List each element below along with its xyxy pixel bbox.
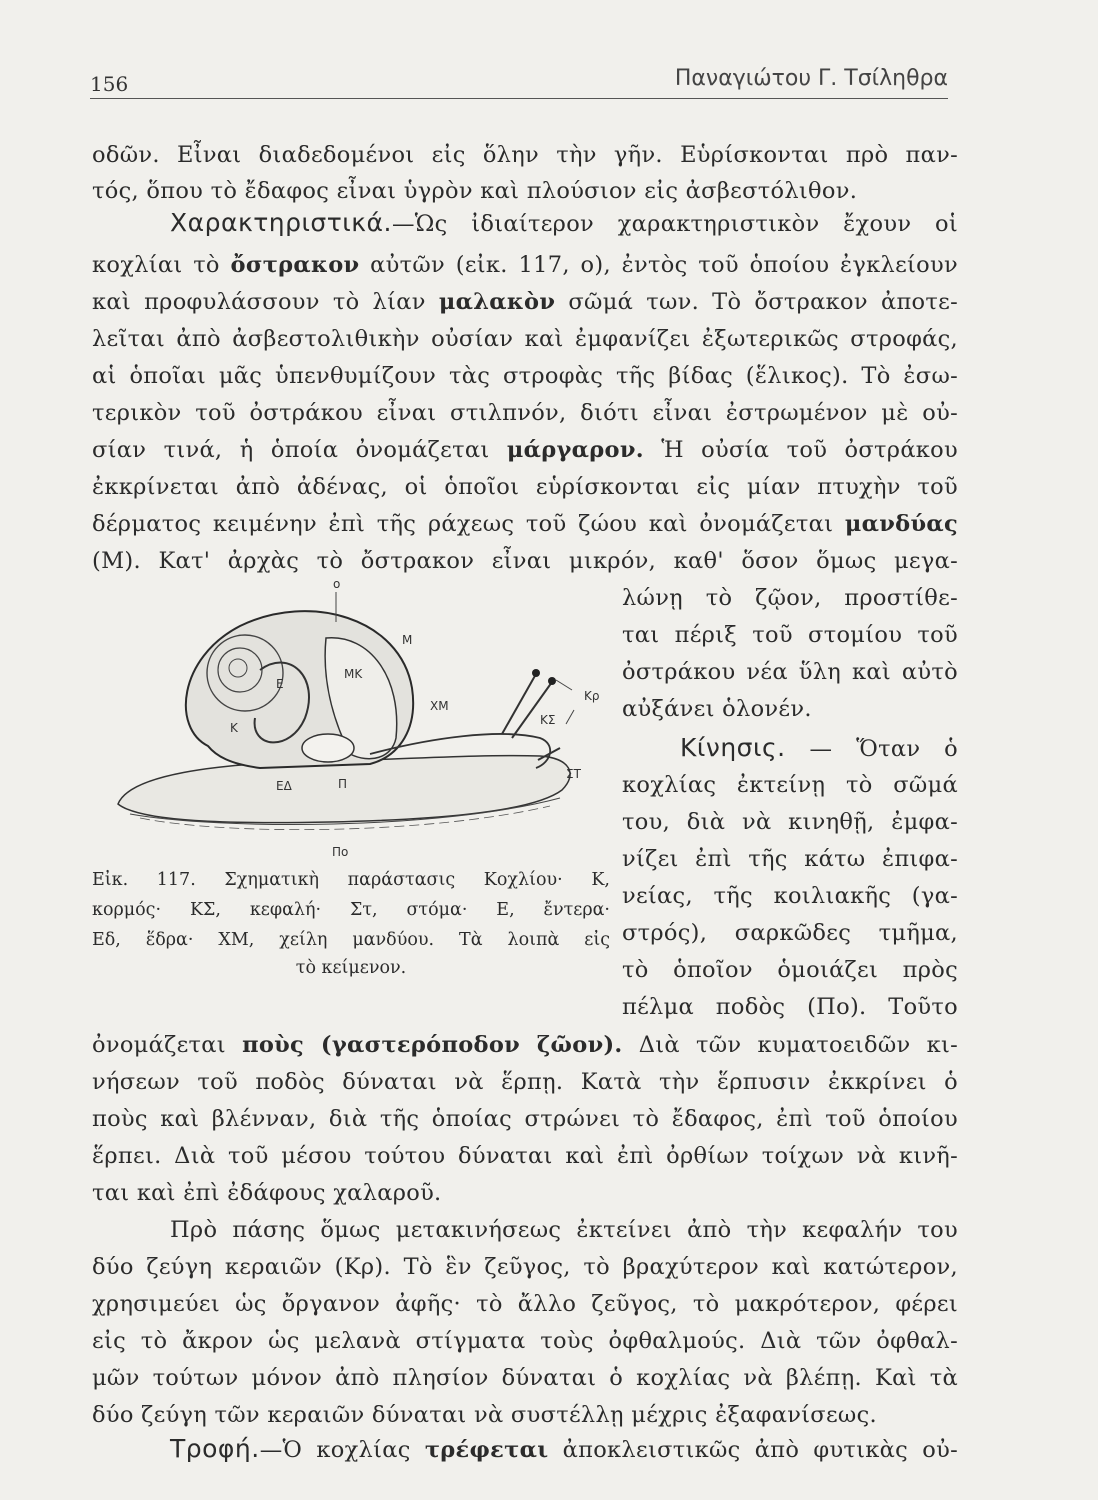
- label-o: ο: [333, 578, 341, 591]
- text-line: τός, ὅπου τὸ ἔδαφος εἶναι ὑγρὸν καὶ πλούσιον εἰς ἀσβεστόλιθον.: [92, 178, 858, 204]
- figure-caption-line: τὸ κείμενον.: [295, 958, 407, 978]
- tentacle-long-2: [512, 682, 552, 738]
- page-header: [90, 64, 948, 99]
- text-line: ται πέριξ τοῦ στομίου τοῦ: [622, 622, 958, 648]
- tentacle-long-1: [502, 674, 536, 734]
- label-st: ΣΤ: [566, 767, 581, 781]
- text-line: Κίνησις. — Ὅταν ὁ: [680, 733, 958, 762]
- term-nacre: μάργαρον.: [506, 437, 644, 463]
- text-line: νήσεων τοῦ ποδὸς δύναται νὰ ἕρπῃ. Κατὰ τὴν ἕρπυσιν ἐκκρίνει ὁ: [92, 1069, 958, 1095]
- text-line: σίαν τινά, ἡ ὁποία ὀνομάζεται μάργαρον. Ἡ οὐσία τοῦ ὀστράκου: [92, 437, 958, 463]
- text-line: Τροφή.—Ὁ κοχλίας τρέφεται ἀποκλειστικῶς ἀπὸ φυτικὰς οὐ-: [170, 1434, 959, 1463]
- text-line: κοχλίαι τὸ ὄστρακον αὐτῶν (εἰκ. 117, ο), ἐντὸς τοῦ ὁποίου ἐγκλείουν: [92, 252, 958, 278]
- running-title: Παναγιώτου Γ. Τσίληθρα: [674, 66, 948, 91]
- label-k: Κ: [230, 721, 238, 735]
- label-m: Μ: [402, 633, 413, 647]
- text-line: οδῶν. Εἶναι διαδεδομένοι εἰς ὅλην τὴν γῆν. Εὑρίσκονται πρὸ παν-: [92, 142, 958, 168]
- text-line: χρησιμεύει ὡς ὄργανον ἀφῆς· τὸ ἄλλο ζεῦγος, τὸ μακρότερον, φέρει: [92, 1291, 958, 1317]
- text-line: λώνῃ τὸ ζῷον, προστίθε-: [622, 585, 958, 611]
- text-line: ται καὶ ἐπὶ ἐδάφους χαλαροῦ.: [92, 1180, 442, 1206]
- term-shell: ὄστρακον: [230, 252, 360, 278]
- text-line: μῶν τούτων μόνον ἀπὸ πλησίον δύναται ὁ κοχλίας νὰ βλέπῃ. Καὶ τὰ: [92, 1365, 958, 1391]
- text-line: ὀστράκου νέα ὕλη καὶ αὐτὸ: [622, 659, 958, 685]
- figure-caption-line: Εδ, ἕδρα· ΧΜ, χείλη μανδύου. Τὰ λοιπὰ εἰς: [92, 930, 610, 950]
- figure-caption-line: Εἰκ. 117. Σχηματικὴ παράστασις Κοχλίου· Κ,: [92, 870, 610, 890]
- text-line: αὐξάνει ὁλονέν.: [622, 696, 812, 722]
- term-mantle: μανδύας: [844, 511, 958, 537]
- text-line: ἕρπει. Διὰ τοῦ μέσου τούτου δύναται καὶ ἐπὶ ὀρθίων τοίχων νὰ κινῆ-: [92, 1143, 958, 1169]
- section-heading-characteristics: Χαρακτηριστικά.: [170, 208, 392, 237]
- text-line: ἐκκρίνεται ἀπὸ ἀδένας, οἱ ὁποῖοι εὑρίσκονται εἰς μίαν πτυχὴν τοῦ: [92, 474, 958, 500]
- term-foot: ποὺς (γαστερόποδον ζῶον).: [242, 1032, 623, 1058]
- text-line: πέλμα ποδὸς (Πο). Τοῦτο: [622, 994, 958, 1020]
- label-e: Ε: [276, 677, 284, 691]
- eye: [532, 669, 540, 677]
- stomach: [302, 734, 354, 762]
- text-line: ὀνομάζεται ποὺς (γαστερόποδον ζῶον). Διὰ τῶν κυματοειδῶν κι-: [92, 1032, 958, 1058]
- label-p: Π: [338, 777, 348, 791]
- text-line: νίζει ἐπὶ τῆς κάτω ἐπιφα-: [622, 846, 958, 872]
- text-line: Χαρακτηριστικά.—Ὡς ἰδιαίτερον χαρακτηριστικὸν ἔχουν οἱ: [170, 208, 958, 237]
- text-line: νείας, τῆς κοιλιακῆς (γα-: [622, 883, 958, 909]
- label-xm: ΧΜ: [430, 699, 449, 713]
- page-number: 156: [90, 72, 129, 96]
- text-line: ποὺς καὶ βλένναν, διὰ τῆς ὁποίας στρώνει τὸ ἔδαφος, ἐπὶ τοῦ ὁποίου: [92, 1106, 958, 1132]
- text-line: (Μ). Κατ' ἀρχὰς τὸ ὄστρακον εἶναι μικρόν, καθ' ὅσον ὅμως μεγα-: [92, 548, 958, 574]
- text-line: τερικὸν τοῦ ὀστράκου εἶναι στιλπνόν, διότι εἶναι ἐστρωμένον μὲ οὐ-: [92, 400, 958, 426]
- text-line: κοχλίας ἐκτείνῃ τὸ σῶμά: [622, 772, 958, 798]
- text-line: του, διὰ νὰ κινηθῇ, ἐμφα-: [622, 809, 958, 835]
- text-line: καὶ προφυλάσσουν τὸ λίαν μαλακὸν σῶμά των. Τὸ ὄστρακον ἀποτε-: [92, 289, 958, 315]
- label-mk: ΜΚ: [344, 667, 363, 681]
- section-heading-movement: Κίνησις.: [680, 733, 786, 762]
- section-heading-food: Τροφή.: [170, 1434, 260, 1463]
- text-line: αἱ ὁποῖαι μᾶς ὑπενθυμίζουν τὰς στροφὰς τῆς βίδας (ἕλικος). Τὸ ἐσω-: [92, 363, 958, 389]
- term-feeds: τρέφεται: [424, 1437, 549, 1463]
- text-line: τὸ ὁποῖον ὁμοιάζει πρὸς: [622, 957, 958, 983]
- figure-caption-line: κορμός· ΚΣ, κεφαλή· Στ, στόμα· Ε, ἔντερα·: [92, 900, 610, 920]
- text-line: Πρὸ πάσης ὅμως μετακινήσεως ἐκτείνει ἀπὸ τὴν κεφαλήν του: [170, 1217, 958, 1243]
- text-line: δύο ζεύγη κεραιῶν (Κρ). Τὸ ἓν ζεῦγος, τὸ βραχύτερον καὶ κατώτερον,: [92, 1254, 958, 1280]
- snail-figure: [100, 578, 612, 872]
- text-line: στρός), σαρκῶδες τμῆμα,: [622, 920, 958, 946]
- label-ed: ΕΔ: [276, 779, 292, 793]
- text-line: εἰς τὸ ἄκρον ὡς μελανὰ στίγματα τοὺς ὀφθαλμούς. Διὰ τῶν ὀφθαλ-: [92, 1328, 958, 1354]
- text-line: δύο ζεύγη τῶν κεραιῶν δύναται νὰ συστέλλῃ μέχρις ἐξαφανίσεως.: [92, 1402, 877, 1428]
- snail-diagram: [100, 578, 612, 872]
- text-line: δέρματος κειμένην ἐπὶ τῆς ράχεως τοῦ ζώου καὶ ὀνομάζεται μανδύας: [92, 511, 958, 537]
- label-po: Πο: [332, 845, 349, 859]
- label-kr: Κρ: [584, 689, 600, 703]
- label-ks: ΚΣ: [540, 713, 556, 727]
- term-soft: μαλακὸν: [438, 289, 556, 315]
- text-line: λεῖται ἀπὸ ἀσβεστολιθικὴν οὐσίαν καὶ ἐμφανίζει ἐξωτερικῶς στροφάς,: [92, 326, 958, 352]
